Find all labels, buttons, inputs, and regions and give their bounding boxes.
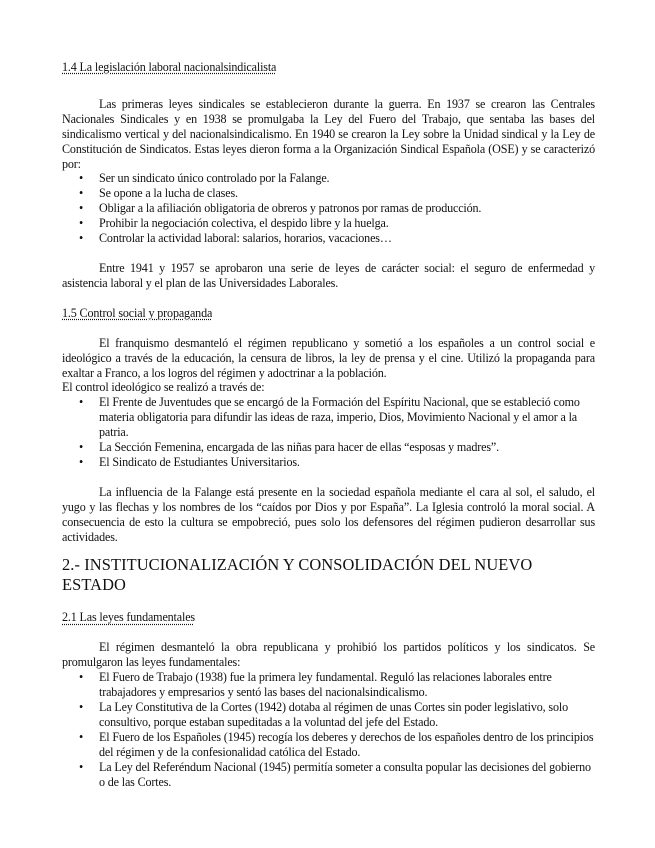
list-item xyxy=(62,760,595,790)
bullet-icon: • xyxy=(79,440,84,455)
paragraph: Las primeras leyes sindicales se establecieron durante la guerra. En 1937 se crearon las Centrales Nacionales Sindicales y en 1938 se promulgaba la Ley del Fuero del Trabajo, que sentaba las bases del sindicalismo vertical y del nacionalsindicalismo. En 1940 se crearon la Ley sobre la Unidad sindical y la Ley de Constitución de Sindicatos. Estas leyes dieron forma a la Organización Sindical Española (OSE) y se caracterizó por: xyxy=(62,96,595,171)
list-item xyxy=(62,670,595,700)
bullet-icon: • xyxy=(79,759,84,774)
paragraph: La influencia de la Falange está presente en la sociedad española mediante el cara al sol, el saludo, el yugo y las flechas y los nombres de los “caídos por Dios y por España”. La Iglesia controló la moral social. A consecuencia de esto la cultura se empobreció, pues solo los defensores del régimen pudieron desarrollar sus actividades. xyxy=(62,484,595,544)
list-item-text: La Ley del Referéndum Nacional (1945) permitía someter a consulta popular las decisiones del gobierno o de las Cortes. xyxy=(99,759,591,789)
list-item-text: El Sindicato de Estudiantes Universitarios. xyxy=(99,454,300,469)
bullet-icon: • xyxy=(79,216,84,231)
paragraph: El régimen desmanteló la obra republicana y prohibió los partidos políticos y los sindicatos. Se promulgaron las leyes fundamentales: xyxy=(62,640,595,670)
list-item-text: Obligar a la afiliación obligatoria de obreros y patronos por ramas de producción. xyxy=(99,201,482,216)
list-item-text: Se opone a la lucha de clases. xyxy=(99,186,238,201)
list-item-text: El Fuero de los Españoles (1945) recogía los deberes y derechos de los españoles dentro de los principios del régimen y de la confesionalidad católica del Estado. xyxy=(99,729,594,759)
bullet-icon: • xyxy=(79,670,84,685)
list-item xyxy=(62,700,595,730)
bullet-icon: • xyxy=(79,201,84,216)
bullet-list xyxy=(62,171,595,246)
list-item xyxy=(62,216,595,231)
bullet-icon: • xyxy=(79,700,84,714)
section-heading-2-1: 2.1 Las leyes fundamentales xyxy=(62,610,195,625)
list-item xyxy=(62,171,595,186)
list-item-text: La Sección Femenina, encargada de las niñas para hacer de ellas “esposas y madres”. xyxy=(99,440,500,455)
list-item-text: Ser un sindicato único controlado por la Falange. xyxy=(99,171,330,186)
list-item xyxy=(62,231,595,246)
chapter-heading-2: 2.- INSTITUCIONALIZACIÓN Y CONSOLIDACIÓN DEL NUEVO ESTADO xyxy=(62,555,533,595)
bullet-icon: • xyxy=(79,395,84,410)
list-item-text: La Ley Constitutiva de la Cortes (1942) dotaba al régimen de unas Cortes sin poder legislativo, solo consultivo, porque estaban supeditadas a la voluntad del jefe del Estado. xyxy=(99,700,568,729)
section-heading-1-4: 1.4 La legislación laboral nacionalsindicalista xyxy=(62,60,277,74)
bullet-icon: • xyxy=(79,171,84,186)
bullet-icon: • xyxy=(79,231,84,246)
paragraph: El franquismo desmanteló el régimen republicano y sometió a los españoles a un control social e ideológico a través de la educación, la censura de libros, la ley de prensa y el cine. Utilizó la propaganda para exaltar a Franco, a los logros del régimen y adoctrinar a la población. xyxy=(62,335,595,380)
list-item xyxy=(62,395,595,440)
bullet-icon: • xyxy=(79,454,84,469)
bullet-list xyxy=(62,395,595,470)
bullet-list xyxy=(62,670,595,789)
list-item xyxy=(62,186,595,201)
paragraph: El control ideológico se realizó a través de: xyxy=(62,380,265,395)
bullet-icon: • xyxy=(79,186,84,201)
list-item xyxy=(62,455,595,470)
list-item xyxy=(62,440,595,455)
section-heading-1-5: 1.5 Control social y propaganda xyxy=(62,305,213,320)
list-item-text: El Frente de Juventudes que se encargó de la Formación del Espíritu Nacional, que se estableció como materia obligatoria para difundir las ideas de raza, imperio, Dios, Movimiento Nacional y el amor a la patria. xyxy=(99,395,580,440)
list-item-text: Prohibir la negociación colectiva, el despido libre y la huelga. xyxy=(99,216,389,231)
document-page xyxy=(62,60,595,789)
bullet-icon: • xyxy=(79,729,84,744)
list-item-text: El Fuero de Trabajo (1938) fue la primera ley fundamental. Reguló las relaciones laborales entre trabajadores y empresarios y sentó las bases del nacionalsindicalismo. xyxy=(99,670,552,700)
list-item xyxy=(62,201,595,216)
paragraph: Entre 1941 y 1957 se aprobaron una serie de leyes de carácter social: el seguro de enfermedad y asistencia laboral y el plan de las Universidades Laborales. xyxy=(62,260,595,290)
list-item xyxy=(62,730,595,760)
list-item-text: Controlar la actividad laboral: salarios, horarios, vacaciones… xyxy=(99,231,392,246)
